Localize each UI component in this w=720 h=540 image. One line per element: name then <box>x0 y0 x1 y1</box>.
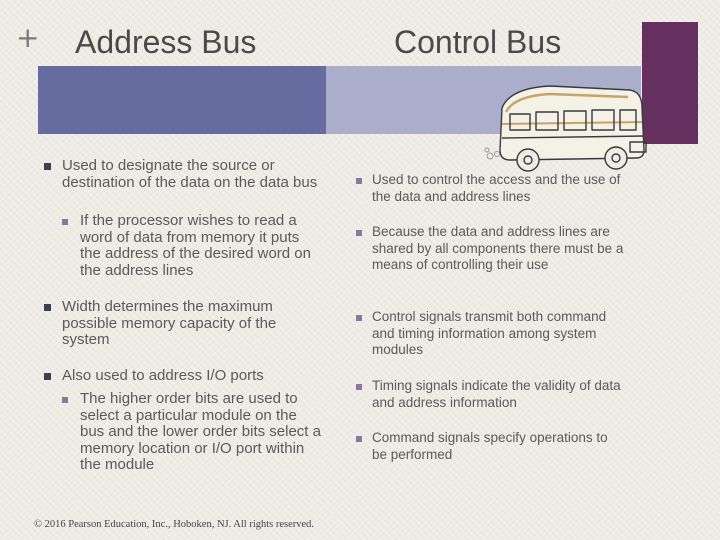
left-bullet-3-text: Also used to address I/O ports <box>62 367 264 384</box>
right-bullet-2-text: Because the data and address lines are shared by all components there must be a means of controlling their use <box>372 224 624 272</box>
bullet-square-icon <box>356 436 362 442</box>
right-bullet-1-text: Used to control the access and the use of the data and address lines <box>372 172 621 204</box>
right-bullet-1 <box>356 172 626 205</box>
left-subbullet-3-text: The higher order bits are used to select a particular module on the bus and the lower order bits select a memory location or I/O port within the module <box>80 390 321 473</box>
left-subbullet-3 <box>62 391 324 474</box>
right-bullet-3 <box>356 309 626 359</box>
bullet-square-icon <box>356 230 362 236</box>
right-bullet-5-text: Command signals specify operations to be performed <box>372 430 608 462</box>
corner-accent-block <box>642 22 698 144</box>
copyright-footer: © 2016 Pearson Education, Inc., Hoboken, NJ. All rights reserved. <box>34 519 315 530</box>
left-bullet-2 <box>44 299 326 349</box>
left-bullet-2-text: Width determines the maximum possible memory capacity of the system <box>62 298 277 348</box>
bullet-square-icon <box>356 384 362 390</box>
right-bullet-2 <box>356 224 626 274</box>
right-bullet-4 <box>356 378 626 411</box>
left-bullet-3 <box>44 368 326 385</box>
right-bullet-4-text: Timing signals indicate the validity of data and address information <box>372 378 621 410</box>
bullet-square-icon <box>44 163 51 170</box>
address-bus-title: Address Bus <box>75 24 257 60</box>
plus-icon: + <box>16 21 40 54</box>
control-bus-title: Control Bus <box>394 24 562 60</box>
right-bullet-3-text: Control signals transmit both command and timing information among system modules <box>372 309 607 357</box>
bullet-square-icon <box>356 178 362 184</box>
bullet-square-icon <box>62 219 68 225</box>
left-bullet-1 <box>44 158 326 191</box>
right-bullet-5 <box>356 430 626 463</box>
bullet-square-icon <box>62 397 68 403</box>
bullet-square-icon <box>44 304 51 311</box>
left-subbullet-1-text: If the processor wishes to read a word of data from memory it puts the address of the desired word on the address lines <box>80 212 311 279</box>
left-subbullet-1 <box>62 213 320 279</box>
bullet-square-icon <box>44 373 51 380</box>
bullet-square-icon <box>356 315 362 321</box>
header-band-left <box>38 66 326 134</box>
left-bullet-1-text: Used to designate the source or destination of the data on the data bus <box>62 157 318 191</box>
bus-illustration-icon <box>480 68 650 178</box>
